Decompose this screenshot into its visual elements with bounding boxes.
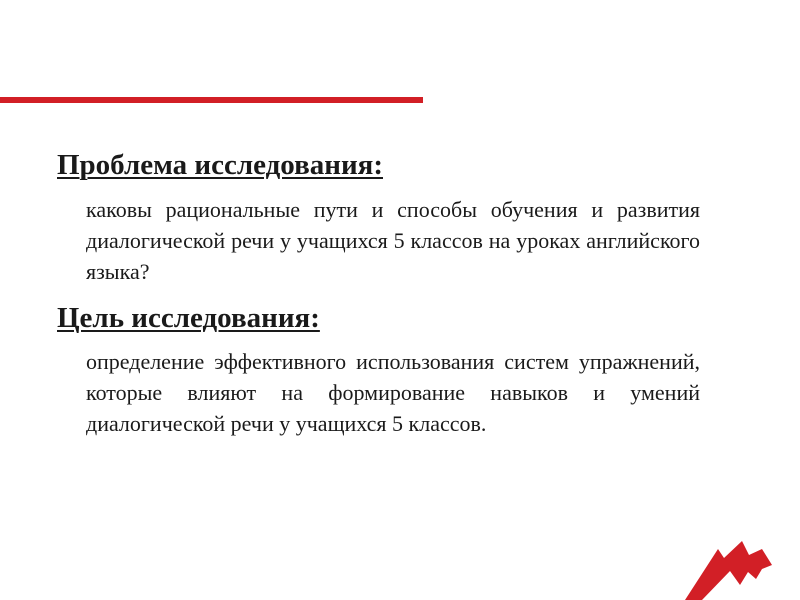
- problem-heading: Проблема исследования:: [57, 149, 383, 181]
- red-arrow-logo-icon: [682, 527, 777, 600]
- problem-text: каковы рациональные пути и способы обучения и развития диалогической речи у учащихся 5 классов на уроках английского языка?: [86, 197, 700, 284]
- goal-heading: Цель исследования:: [57, 302, 320, 334]
- accent-divider: [0, 97, 423, 103]
- goal-text: определение эффективного использования систем упражнений, которые влияют на формирование навыков и умений диалогической речи у учащихся 5 классов.: [86, 349, 700, 436]
